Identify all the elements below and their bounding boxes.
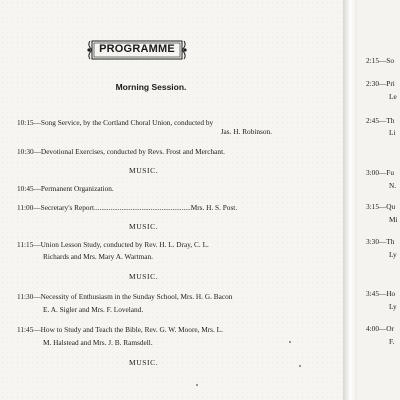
right-fragment: F. bbox=[389, 337, 395, 346]
music-label: MUSIC. bbox=[129, 222, 159, 231]
program-item-1130-continuation: E. A. Sigler and Mrs. F. Loveland. bbox=[43, 305, 144, 314]
right-fragment: 2:30—Pri bbox=[366, 79, 395, 88]
paper-speck bbox=[299, 365, 301, 367]
right-fragment: Ly bbox=[389, 302, 397, 311]
program-item-1145-continuation: M. Halstead and Mrs. J. B. Ramsdell. bbox=[43, 338, 153, 347]
right-fragment: 2:45—Th bbox=[366, 116, 395, 125]
program-item-1145: 11:45—How to Study and Teach the Bible, Rev. G. W. Moore, Mrs. L. bbox=[17, 325, 223, 334]
program-item-1130: 11:30—Necessity of Enthusiasm in the Sunday School, Mrs. H. G. Bacon bbox=[17, 292, 233, 301]
music-label: MUSIC. bbox=[129, 166, 159, 175]
right-fragment: 3:45—Ho bbox=[366, 289, 396, 298]
program-item-1045: 10:45—Permanent Organization. bbox=[17, 184, 114, 193]
right-fragment: 3:30—Th bbox=[366, 237, 395, 246]
session-title: Morning Session. bbox=[115, 82, 187, 92]
paper-speck bbox=[289, 341, 291, 343]
music-label: MUSIC. bbox=[129, 358, 159, 367]
programme-title: PROGRAMME bbox=[99, 43, 175, 55]
paper-speck bbox=[196, 384, 198, 386]
right-fragment: 3:00—Fu bbox=[366, 168, 394, 177]
programme-banner bbox=[86, 38, 188, 62]
program-item-1115: 11:15—Union Lesson Study, conducted by Rev. H. L. Dray, C. L. bbox=[17, 240, 209, 249]
program-item-1115-continuation: Richards and Mrs. Mary A. Wartman. bbox=[43, 252, 153, 261]
right-fragment: N. bbox=[389, 181, 397, 190]
right-fragment: Le bbox=[389, 92, 397, 101]
program-item-1100: 11:00—Secretary's Report.....................................................Mrs. H. S. Post. bbox=[17, 203, 238, 212]
program-item-1015: 10:15—Song Service, by the Cortland Choral Union, conducted by bbox=[17, 118, 214, 127]
right-fragment: 2:15—So bbox=[366, 56, 394, 65]
right-fragment: Mi bbox=[389, 215, 398, 224]
right-fragment: 4:00—Or bbox=[366, 324, 394, 333]
program-item-1015-continuation: Jas. H. Robinson. bbox=[220, 127, 272, 136]
music-label: MUSIC. bbox=[129, 272, 159, 281]
right-fragment: Li bbox=[389, 128, 396, 137]
right-fragment: 3:15—Qu bbox=[366, 202, 396, 211]
program-item-1030: 10:30—Devotional Exercises, conducted by Revs. Frost and Merchant. bbox=[17, 147, 225, 156]
right-fragment: Ly bbox=[389, 250, 397, 259]
